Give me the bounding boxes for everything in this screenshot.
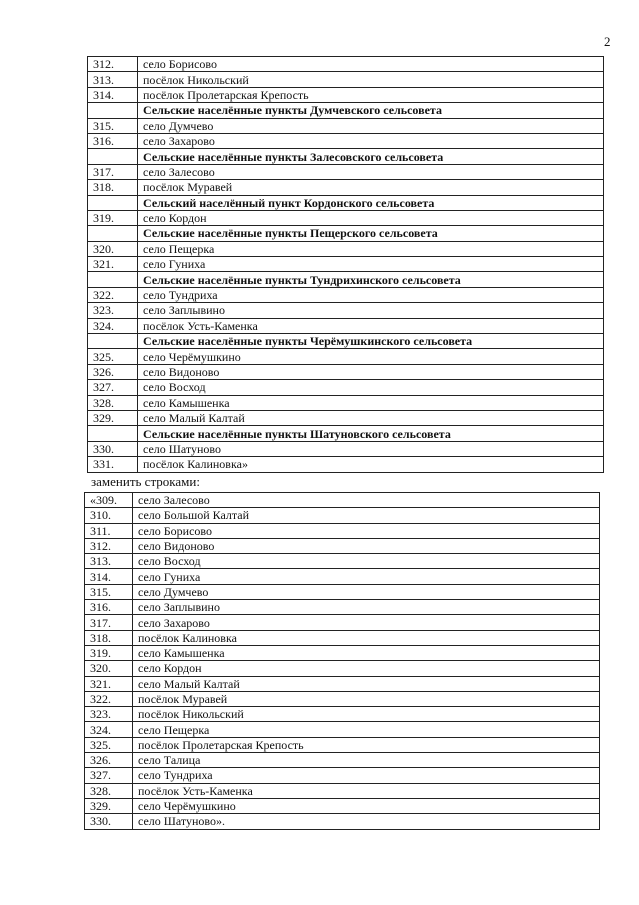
row-number: «309. bbox=[85, 493, 133, 508]
settlement-name: село Кордон bbox=[133, 661, 600, 676]
settlement-name: посёлок Муравей bbox=[133, 691, 600, 706]
table-row bbox=[85, 676, 600, 691]
settlement-name: посёлок Пролетарская Крепость bbox=[138, 87, 604, 102]
settlement-name: посёлок Пролетарская Крепость bbox=[133, 737, 600, 752]
table-row bbox=[85, 798, 600, 813]
settlement-name: село Малый Калтай bbox=[133, 676, 600, 691]
row-number: 313. bbox=[85, 554, 133, 569]
row-number: 324. bbox=[88, 318, 138, 333]
row-number bbox=[88, 149, 138, 164]
row-number: 314. bbox=[88, 87, 138, 102]
table-row bbox=[85, 554, 600, 569]
row-number: 326. bbox=[88, 364, 138, 379]
section-header-row bbox=[88, 426, 604, 441]
row-number: 310. bbox=[85, 508, 133, 523]
row-number: 321. bbox=[88, 257, 138, 272]
row-number: 317. bbox=[88, 164, 138, 179]
row-number: 316. bbox=[85, 600, 133, 615]
settlement-name: село Гуниха bbox=[133, 569, 600, 584]
settlement-name: село Борисово bbox=[138, 57, 604, 72]
section-title: Сельские населённые пункты Шатуновского сельсовета bbox=[138, 426, 604, 441]
table-row bbox=[88, 380, 604, 395]
row-number: 319. bbox=[85, 645, 133, 660]
row-number: 325. bbox=[88, 349, 138, 364]
table-row bbox=[88, 257, 604, 272]
row-number: 324. bbox=[85, 722, 133, 737]
settlement-name: село Талица bbox=[133, 753, 600, 768]
section-header-row bbox=[88, 149, 604, 164]
settlement-name: село Борисово bbox=[133, 523, 600, 538]
table-row bbox=[85, 814, 600, 829]
section-title: Сельские населённые пункты Черёмушкинского сельсовета bbox=[138, 334, 604, 349]
row-number: 316. bbox=[88, 133, 138, 148]
settlement-name: посёлок Никольский bbox=[138, 72, 604, 87]
table-row bbox=[85, 722, 600, 737]
row-number: 322. bbox=[85, 691, 133, 706]
row-number: 326. bbox=[85, 753, 133, 768]
table-row bbox=[85, 737, 600, 752]
table-row bbox=[85, 753, 600, 768]
table-row bbox=[88, 441, 604, 456]
settlement-name: село Черёмушкино bbox=[133, 798, 600, 813]
settlement-name: село Камышенка bbox=[133, 645, 600, 660]
table-row bbox=[88, 457, 604, 472]
row-number bbox=[88, 226, 138, 241]
settlement-name: село Залесово bbox=[138, 164, 604, 179]
table-row bbox=[85, 691, 600, 706]
table-row bbox=[85, 508, 600, 523]
row-number bbox=[88, 103, 138, 118]
row-number: 318. bbox=[85, 630, 133, 645]
settlement-name: посёлок Усть-Каменка bbox=[138, 318, 604, 333]
row-number: 323. bbox=[85, 707, 133, 722]
row-number bbox=[88, 426, 138, 441]
row-number: 330. bbox=[85, 814, 133, 829]
section-title: Сельские населённые пункты Залесовского сельсовета bbox=[138, 149, 604, 164]
row-number bbox=[88, 195, 138, 210]
row-number: 319. bbox=[88, 210, 138, 225]
settlement-name: посёлок Калиновка bbox=[133, 630, 600, 645]
settlement-name: село Большой Калтай bbox=[133, 508, 600, 523]
table-row bbox=[85, 707, 600, 722]
table-row bbox=[85, 493, 600, 508]
row-number: 321. bbox=[85, 676, 133, 691]
row-number: 311. bbox=[85, 523, 133, 538]
row-number: 312. bbox=[88, 57, 138, 72]
table-row bbox=[88, 164, 604, 179]
settlement-name: село Восход bbox=[133, 554, 600, 569]
table-row bbox=[88, 87, 604, 102]
row-number: 325. bbox=[85, 737, 133, 752]
settlement-name: село Думчево bbox=[133, 584, 600, 599]
row-number: 315. bbox=[85, 584, 133, 599]
settlement-name: село Думчево bbox=[138, 118, 604, 133]
row-number: 327. bbox=[85, 768, 133, 783]
settlement-name: село Залесово bbox=[133, 493, 600, 508]
table-row bbox=[85, 661, 600, 676]
settlement-name: село Тундриха bbox=[138, 287, 604, 302]
settlement-name: село Кордон bbox=[138, 210, 604, 225]
row-number: 320. bbox=[88, 241, 138, 256]
table-row bbox=[88, 349, 604, 364]
settlement-name: село Заплывино bbox=[138, 303, 604, 318]
row-number: 331. bbox=[88, 457, 138, 472]
section-title: Сельские населённые пункты Думчевского сельсовета bbox=[138, 103, 604, 118]
row-number bbox=[88, 334, 138, 349]
settlement-name: село Камышенка bbox=[138, 395, 604, 410]
row-number: 330. bbox=[88, 441, 138, 456]
table-row bbox=[88, 118, 604, 133]
section-title: Сельский населённый пункт Кордонского сельсовета bbox=[138, 195, 604, 210]
row-number: 318. bbox=[88, 180, 138, 195]
page-number: 2 bbox=[604, 34, 611, 49]
section-header-row bbox=[88, 272, 604, 287]
settlement-name: село Видоново bbox=[133, 538, 600, 553]
table-row bbox=[88, 318, 604, 333]
settlement-name: посёлок Никольский bbox=[133, 707, 600, 722]
new-settlements-table bbox=[84, 492, 600, 830]
row-number: 328. bbox=[85, 783, 133, 798]
settlement-name: село Пещерка bbox=[133, 722, 600, 737]
settlement-name: село Захарово bbox=[138, 133, 604, 148]
section-header-row bbox=[88, 226, 604, 241]
settlement-name: посёлок Муравей bbox=[138, 180, 604, 195]
row-number: 329. bbox=[85, 798, 133, 813]
table-row bbox=[88, 133, 604, 148]
settlement-name: посёлок Усть-Каменка bbox=[133, 783, 600, 798]
table-row bbox=[85, 768, 600, 783]
row-number bbox=[88, 272, 138, 287]
table-row bbox=[88, 395, 604, 410]
row-number: 328. bbox=[88, 395, 138, 410]
section-header-row bbox=[88, 334, 604, 349]
settlement-name: село Малый Калтай bbox=[138, 410, 604, 425]
section-header-row bbox=[88, 103, 604, 118]
table-row bbox=[85, 600, 600, 615]
table-row bbox=[85, 538, 600, 553]
table-row bbox=[85, 584, 600, 599]
row-number: 315. bbox=[88, 118, 138, 133]
settlement-name: посёлок Калиновка» bbox=[138, 457, 604, 472]
row-number: 329. bbox=[88, 410, 138, 425]
old-settlements-table bbox=[87, 56, 604, 473]
table-row bbox=[88, 180, 604, 195]
replace-label: заменить строками: bbox=[91, 474, 200, 489]
row-number: 327. bbox=[88, 380, 138, 395]
new-table-body bbox=[85, 493, 600, 830]
table-row bbox=[88, 241, 604, 256]
settlement-name: село Черёмушкино bbox=[138, 349, 604, 364]
table-row bbox=[85, 615, 600, 630]
settlement-name: село Восход bbox=[138, 380, 604, 395]
table-row bbox=[85, 630, 600, 645]
table-row bbox=[88, 210, 604, 225]
row-number: 314. bbox=[85, 569, 133, 584]
section-header-row bbox=[88, 195, 604, 210]
table-row bbox=[85, 783, 600, 798]
settlement-name: село Тундриха bbox=[133, 768, 600, 783]
table-row bbox=[88, 303, 604, 318]
table-row bbox=[85, 523, 600, 538]
row-number: 322. bbox=[88, 287, 138, 302]
row-number: 312. bbox=[85, 538, 133, 553]
section-title: Сельские населённые пункты Тундрихинского сельсовета bbox=[138, 272, 604, 287]
old-table-body bbox=[88, 57, 604, 473]
table-row bbox=[88, 287, 604, 302]
row-number: 320. bbox=[85, 661, 133, 676]
settlement-name: село Пещерка bbox=[138, 241, 604, 256]
settlement-name: село Захарово bbox=[133, 615, 600, 630]
settlement-name: село Гуниха bbox=[138, 257, 604, 272]
settlement-name: село Шатуново bbox=[138, 441, 604, 456]
row-number: 313. bbox=[88, 72, 138, 87]
settlement-name: село Заплывино bbox=[133, 600, 600, 615]
table-row bbox=[88, 57, 604, 72]
settlement-name: село Видоново bbox=[138, 364, 604, 379]
table-row bbox=[88, 364, 604, 379]
row-number: 317. bbox=[85, 615, 133, 630]
table-row bbox=[88, 410, 604, 425]
section-title: Сельские населённые пункты Пещерского сельсовета bbox=[138, 226, 604, 241]
table-row bbox=[88, 72, 604, 87]
settlement-name: село Шатуново». bbox=[133, 814, 600, 829]
table-row bbox=[85, 645, 600, 660]
row-number: 323. bbox=[88, 303, 138, 318]
table-row bbox=[85, 569, 600, 584]
